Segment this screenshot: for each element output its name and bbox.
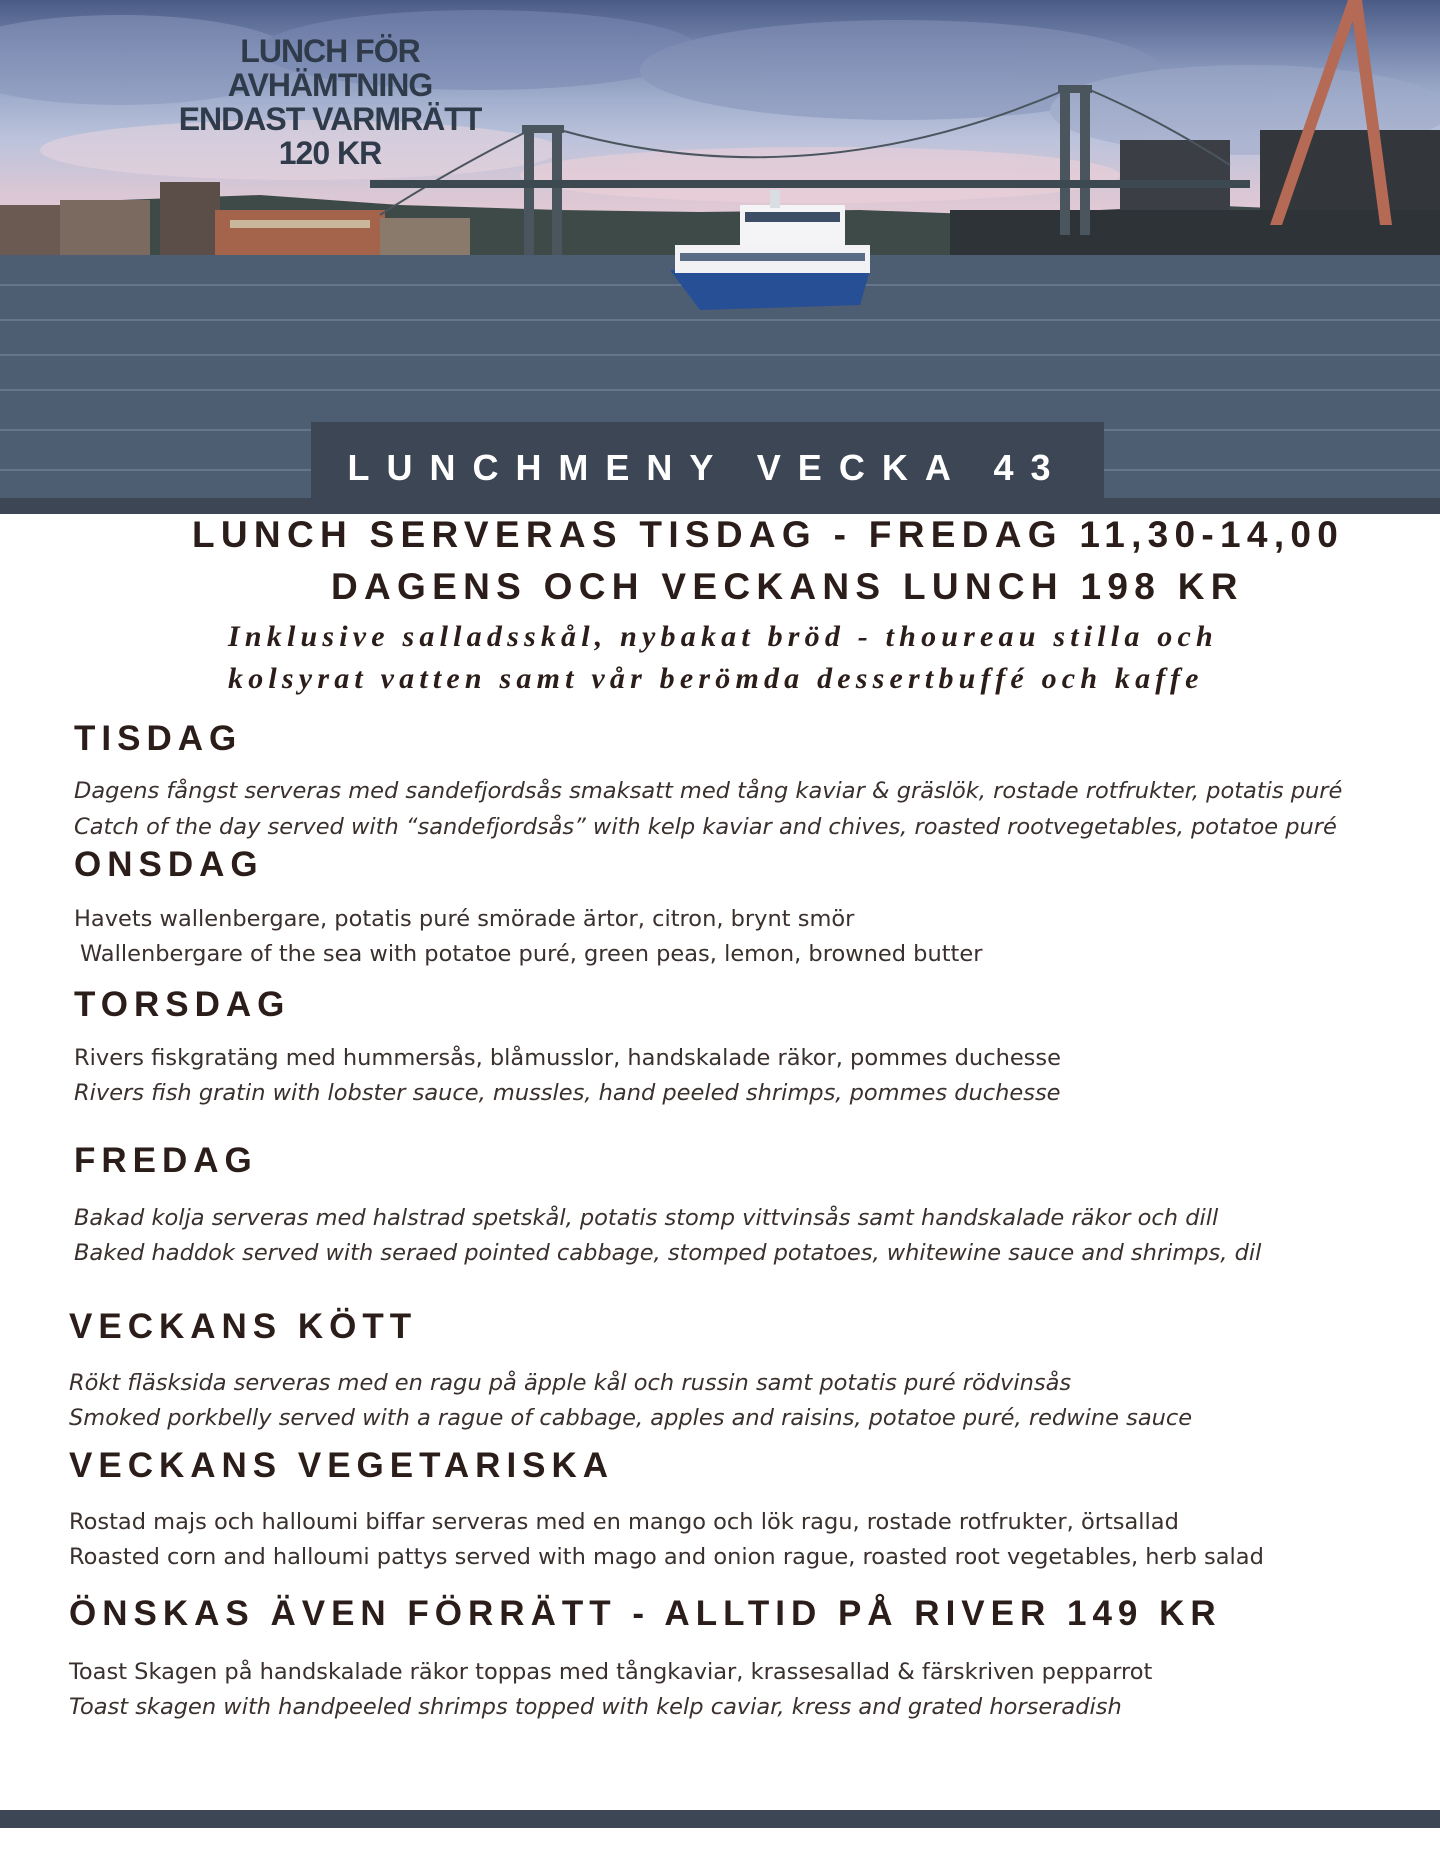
section-title-tisdag: TISDAG xyxy=(74,719,243,758)
section-title-forratt: ÖNSKAS ÄVEN FÖRRÄTT - ALLTID PÅ RIVER 149 KR xyxy=(69,1594,1222,1633)
dish-description-en: Wallenbergare of the sea with potatoe puré, green peas, lemon, browned butter xyxy=(80,941,983,967)
footer-bar xyxy=(0,1810,1440,1828)
lunch-price: DAGENS OCH VECKANS LUNCH 198 KR xyxy=(331,566,1244,607)
menu-title-banner: LUNCHMENY VECKA 43 xyxy=(311,422,1104,514)
takeaway-notice xyxy=(150,34,510,170)
takeaway-line: ENDAST VARMRÄTT xyxy=(178,101,482,137)
dish-description-sv: Toast Skagen på handskalade räkor toppas med tångkaviar, krassesallad & färskriven pepparrot xyxy=(69,1659,1153,1685)
dish-description-sv: Bakad kolja serveras med halstrad spetskål, potatis stomp vittvinsås samt handskalade räkor och dill xyxy=(74,1205,1219,1231)
dish-description-sv: Havets wallenbergare, potatis puré smörade ärtor, citron, brynt smör xyxy=(74,906,855,932)
dish-description-en: Toast skagen with handpeeled shrimps topped with kelp caviar, kress and grated horseradish xyxy=(69,1694,1122,1720)
serving-hours: LUNCH SERVERAS TISDAG - FREDAG 11,30-14,00 xyxy=(192,514,1345,555)
dish-description-en: Rivers fish gratin with lobster sauce, mussles, hand peeled shrimps, pommes duchesse xyxy=(74,1080,1061,1106)
dish-description-sv: Rostad majs och halloumi biffar serveras med en mango och lök ragu, rostade rotfrukter, örtsallad xyxy=(69,1509,1179,1535)
dish-description-sv: Rivers fiskgratäng med hummersås, blåmusslor, handskalade räkor, pommes duchesse xyxy=(74,1045,1061,1071)
takeaway-line: AVHÄMTNING xyxy=(227,67,433,103)
city-buildings-left xyxy=(0,182,470,260)
section-title-veckans-vegetariska: VECKANS VEGETARISKA xyxy=(69,1446,615,1485)
section-title-torsdag: TORSDAG xyxy=(74,985,291,1024)
dish-description-en: Baked haddok served with seraed pointed cabbage, stomped potatoes, whitewine sauce and shrimps, dil xyxy=(74,1240,1262,1266)
section-title-onsdag: ONSDAG xyxy=(74,845,264,884)
dish-description-en: Catch of the day served with “sandefjordsås” with kelp kaviar and chives, roasted rootvegetables, potatoe puré xyxy=(74,814,1337,840)
takeaway-line: 120 KR xyxy=(278,135,382,171)
takeaway-line: LUNCH FÖR xyxy=(240,33,420,69)
dish-description-sv: Rökt fläsksida serveras med en ragu på äpple kål och russin samt potatis puré rödvinsås xyxy=(69,1370,1072,1396)
section-title-veckans-kott: VECKANS KÖTT xyxy=(69,1307,418,1346)
inclusions-line-1: Inklusive salladsskål, nybakat bröd - thoureau stilla och xyxy=(228,620,1218,653)
dish-description-en: Smoked porkbelly served with a rague of cabbage, apples and raisins, potatoe puré, redwine sauce xyxy=(69,1405,1193,1431)
inclusions-line-2: kolsyrat vatten samt vår berömda dessertbuffé och kaffe xyxy=(228,662,1204,695)
ferry-boat xyxy=(670,190,870,310)
section-title-fredag: FREDAG xyxy=(74,1141,258,1180)
dish-description-sv: Dagens fångst serveras med sandefjordsås smaksatt med tång kaviar & gräslök, rostade rotfrukter, potatis puré xyxy=(74,778,1343,804)
dish-description-en: Roasted corn and halloumi pattys served with mago and onion rague, roasted root vegetables, herb salad xyxy=(69,1544,1264,1570)
